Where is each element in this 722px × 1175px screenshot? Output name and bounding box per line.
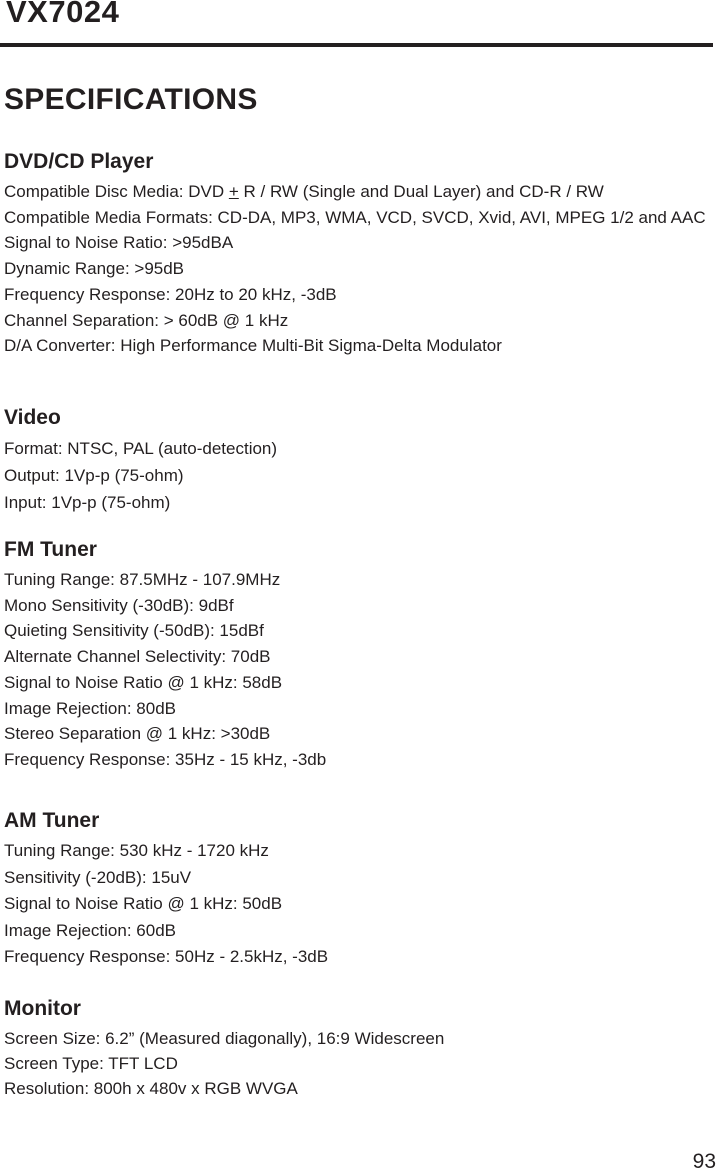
section-fm-tuner xyxy=(4,537,716,773)
spec-list xyxy=(4,179,716,359)
spec-line: Image Rejection: 80dB xyxy=(4,698,176,718)
section-heading: DVD/CD Player xyxy=(4,150,154,173)
spec-line: Signal to Noise Ratio @ 1 kHz: 50dB xyxy=(4,894,283,913)
page-title: SPECIFICATIONS xyxy=(4,83,258,116)
spec-line: Stereo Separation @ 1 kHz: >30dB xyxy=(4,724,271,744)
spec-list xyxy=(4,838,716,971)
spec-list xyxy=(4,1026,716,1101)
spec-line: Format: NTSC, PAL (auto-detection) xyxy=(4,439,278,458)
spec-list xyxy=(4,567,716,773)
section-am-tuner xyxy=(4,808,716,971)
spec-line: Mono Sensitivity (-30dB): 9dBf xyxy=(4,595,234,615)
section-dvd-cd-player xyxy=(4,149,716,359)
spec-line: Image Rejection: 60dB xyxy=(4,920,176,940)
spec-line: Alternate Channel Selectivity: 70dB xyxy=(4,647,271,667)
spec-line: Resolution: 800h x 480v x RGB WVGA xyxy=(4,1079,298,1098)
spec-line: Quieting Sensitivity (-50dB): 15dBf xyxy=(4,621,264,641)
section-monitor xyxy=(4,996,716,1101)
spec-line: Compatible Disc Media: DVD + R / RW (Single and Dual Layer) and CD-R / RW xyxy=(4,182,604,201)
spec-line: Input: 1Vp-p (75-ohm) xyxy=(4,493,171,512)
section-video xyxy=(4,405,716,516)
spec-line: Frequency Response: 35Hz - 15 kHz, -3db xyxy=(4,749,327,769)
section-heading: Monitor xyxy=(4,997,81,1020)
spec-line: Frequency Response: 20Hz to 20 kHz, -3dB xyxy=(4,284,337,304)
spec-line: Signal to Noise Ratio: >95dBA xyxy=(4,233,234,253)
spec-line: Sensitivity (-20dB): 15uV xyxy=(4,867,192,887)
spec-line: Screen Type: TFT LCD xyxy=(4,1054,178,1073)
spec-line: Screen Size: 6.2” (Measured diagonally), 16:9 Widescreen xyxy=(4,1029,445,1048)
spec-line: D/A Converter: High Performance Multi-Bit Sigma-Delta Modulator xyxy=(4,336,502,356)
spec-line: Tuning Range: 87.5MHz - 107.9MHz xyxy=(4,570,281,589)
section-heading: FM Tuner xyxy=(4,538,97,561)
page-number: 93 xyxy=(692,1150,716,1173)
spec-list xyxy=(4,435,716,516)
plus-minus-symbol: + xyxy=(228,182,239,201)
spec-line: Signal to Noise Ratio @ 1 kHz: 58dB xyxy=(4,672,283,692)
header-rule xyxy=(0,43,713,47)
section-heading: Video xyxy=(4,406,61,429)
spec-line: Output: 1Vp-p (75-ohm) xyxy=(4,466,184,485)
spec-line: Tuning Range: 530 kHz - 1720 kHz xyxy=(4,841,269,860)
model-name: VX7024 xyxy=(6,0,120,29)
spec-line: Dynamic Range: >95dB xyxy=(4,259,185,279)
section-heading: AM Tuner xyxy=(4,809,100,832)
spec-line: Channel Separation: > 60dB @ 1 kHz xyxy=(4,310,289,330)
spec-line: Compatible Media Formats: CD-DA, MP3, WMA, VCD, SVCD, Xvid, AVI, MPEG 1/2 and AAC xyxy=(4,207,706,227)
spec-line: Frequency Response: 50Hz - 2.5kHz, -3dB xyxy=(4,947,329,966)
